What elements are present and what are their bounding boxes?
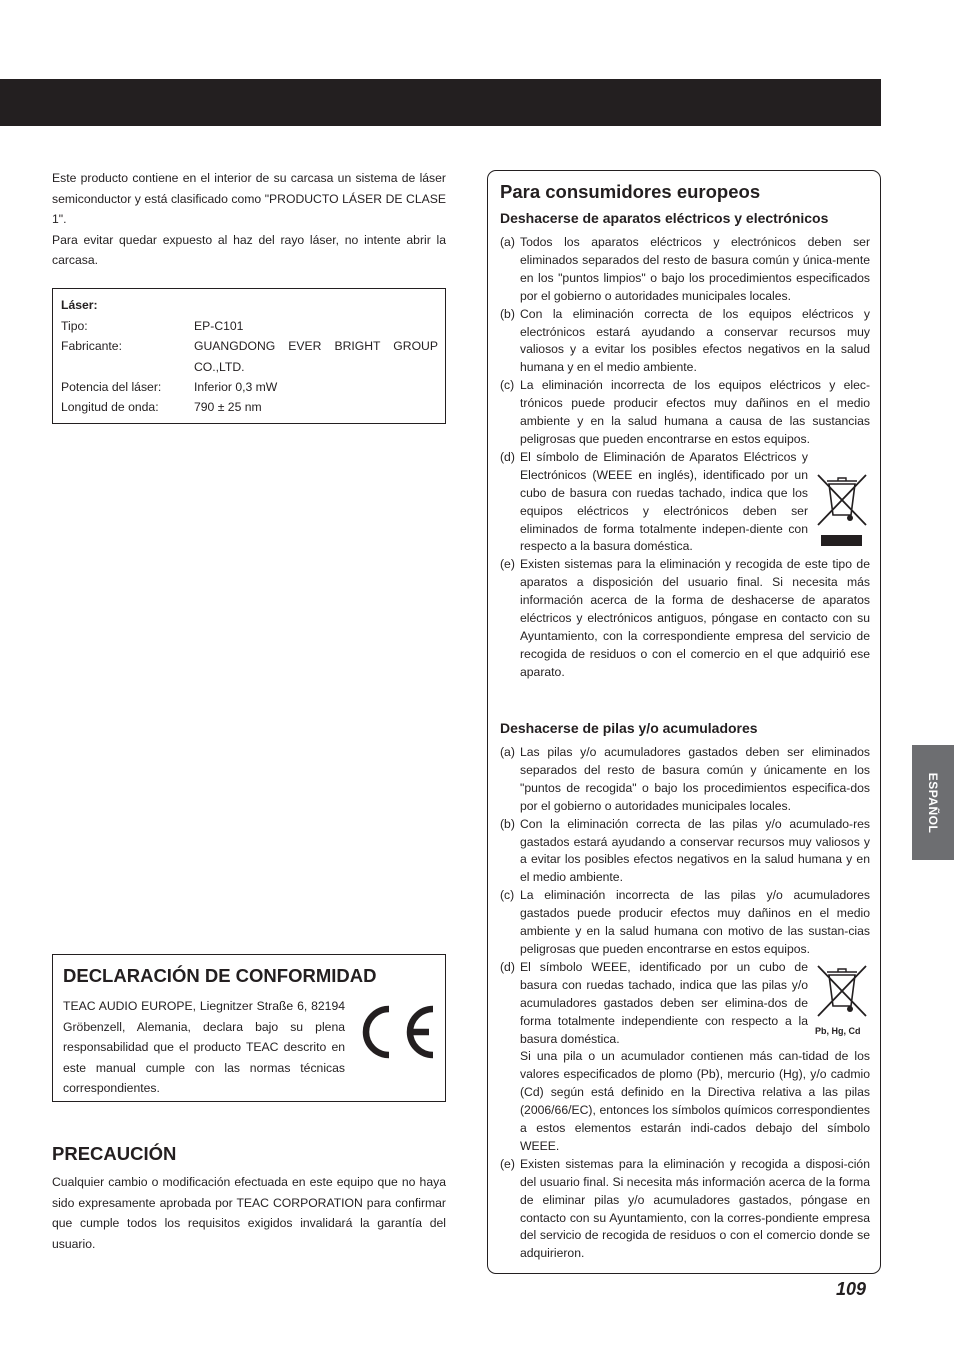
list-item [500,377,870,449]
list-item [500,234,870,306]
item-text: La eliminación incorrecta de los equipos eléctricos y elec-trónicos puede producir efectos muy dañinos en el medio ambiente y en la salud humana a causa de las sustancias peligrosas que pueden encontrarse en estos equipos. [520,378,870,446]
item-label: (c) [500,888,515,903]
conformity-title: DECLARACIÓN DE CONFORMIDAD [63,965,377,986]
european-title: Para consumidores europeos [500,181,761,202]
laser-spec-value: 790 ± 25 nm [194,400,262,414]
item-label: (d) [500,449,515,464]
laser-spec-value: Inferior 0,3 mW [194,380,278,394]
item-text: Existen sistemas para la eliminación y recogida de este tipo de aparatos a disposición del usuario final. Si necesita más información acerca de la forma de deshacerse de aparatos eléctricos y electrónicos antiguos, póngase en contacto con su Ayuntamiento, con la correspondiente empresa del servicio de recogida de residuos o con el comercio en el que adquirió ese aparato. [520,557,870,679]
laser-spec-value: GUANGDONG EVER BRIGHT GROUP CO.,LTD. [194,339,438,374]
list-item [500,744,870,816]
electrical-subtitle: Deshacerse de aparatos eléctricos y electrónicos [500,210,829,226]
list-item [500,556,870,681]
laser-spec-title: Láser: [61,298,98,312]
page-number: 109 [836,1279,867,1299]
item-label: (b) [500,816,515,831]
item-text: Todos los aparatos eléctricos y electrónicos deben ser eliminados separados del resto de basura común y única-mente en los "puntos limpios" o bajo los procedimientos especificados por el gobierno o autoridades municipales locales. [520,235,870,303]
precaution-text: Cualquier cambio o modificación efectuada en este equipo que no haya sido expresamente aprobada por TEAC CORPORATION para confirmar que cumple todos los requisitos exigidos invalidará la garantía del usuario. [52,1175,446,1251]
intro-paragraph-2: Para evitar quedar expuesto al haz del rayo láser, no intente abrir la carcasa. [52,232,446,267]
item-label: (e) [500,557,515,572]
laser-spec-key: Potencia del láser: [61,380,162,394]
item-text: Las pilas y/o acumuladores gastados deben ser eliminados separados del resto de basura común y únicamente en los "puntos de recogida" o bajo los procedimientos especifica-dos por el gobierno o autoridades municipales locales. [520,745,870,813]
header-bar [0,79,881,126]
item-text: El símbolo WEEE, identificado por un cubo de basura con ruedas tachado, indica que las pilas y/o acumuladores gastados deben ser elimina-dos de forma totalmente independiente con respecto a la basura doméstica. [520,959,808,1046]
laser-spec-value: EP-C101 [194,319,244,333]
item-label: (b) [500,306,515,321]
list-item [500,1156,870,1263]
intro-paragraph-1: Este producto contiene en el interior de su carcasa un sistema de láser semiconductor y está clasificado como "PRODUCTO LÁSER DE CLASE 1". [52,171,446,226]
weee-bar [821,535,862,546]
item-text: Con la eliminación correcta de los equipos eléctricos y electrónicos estará ayudando a conservar recursos muy valiosos y a evitar los posibles efectos negativos en la salud humana y en el medio ambiente. [520,306,870,375]
item-label: (a) [500,235,515,249]
item-label: (e) [500,1156,515,1171]
item-text-continued: Si una pila o un acumulador contienen más can-tidad de los valores especificados de plomo (Pb), mercurio (Hg), y/o cadmio (Cd) según está definido en la Directiva relativa a las pilas (2006/66/EC), entonces los símbolos químicos correspondientes a estos elementos estarán indi-cados debajo del símbolo WEEE. [520,1049,870,1153]
laser-spec-key: Fabricante: [61,339,122,353]
item-text: El símbolo de Eliminación de Aparatos Eléctricos y Electrónicos (WEEE en inglés), identificado por un cubo de basura con ruedas tachado, indica que los equipos eléctricos y electrónicos deben ser eliminados de forma totalmente indepen-diente con respecto a la basura doméstica. [520,449,808,554]
item-text: La eliminación incorrecta de las pilas y/o acumuladores gastados puede producir efectos muy dañinos en el medio ambiente y en la salud humana con motivo de las sustan-cias peligrosas que pueden encontrarse en estos equipos. [520,888,870,956]
laser-spec-key: Tipo: [61,319,88,333]
language-tab [912,745,954,860]
list-item [500,306,870,378]
battery-chemical-symbols: Pb, Hg, Cd [815,1026,861,1036]
item-text: Existen sistemas para la eliminación y recogida a disposi-ción del usuario final. Si necesita más información acerca de la forma de eliminar pilas y/o acumuladores gastados, póngase en contacto con su Ayuntamiento, con la corres-pondiente empresa del servicio de recogida de residuos o con el comercio donde se adquirieron. [520,1156,870,1261]
item-text: Con la eliminación correcta de las pilas y/o acumulado-res gastados estará ayudando a conservar recursos muy valiosos y a evitar los posibles efectos negativos en la salud humana y en el medio ambiente. [520,816,870,885]
precaution-title: PRECAUCIÓN [52,1143,177,1164]
list-item [500,887,870,959]
list-item [500,959,870,1156]
laser-intro [52,168,446,271]
battery-weee-bin-icon [816,964,868,1018]
european-consumers-box [487,170,881,1274]
item-label: (d) [500,959,515,974]
laser-spec-box [52,288,446,424]
batteries-list [500,744,870,1263]
batteries-subtitle: Deshacerse de pilas y/o acumuladores [500,720,758,736]
item-label: (c) [500,378,515,393]
laser-spec-key: Longitud de onda: [61,400,159,414]
item-label: (a) [500,745,515,759]
list-item [500,816,870,888]
language-tab-label: ESPAÑOL [926,772,940,833]
electrical-list [500,234,870,682]
ce-mark-icon [359,1003,437,1061]
list-item [500,449,870,556]
conformity-box [52,954,446,1102]
conformity-text: TEAC AUDIO EUROPE, Liegnitzer Straße 6, 82194 Gröbenzell, Alemania, declara bajo su plena responsabilidad que el producto TEAC descrito en este manual cumple con las normas técnicas correspondientes. [63,999,345,1095]
weee-crossed-bin-icon [816,473,868,527]
